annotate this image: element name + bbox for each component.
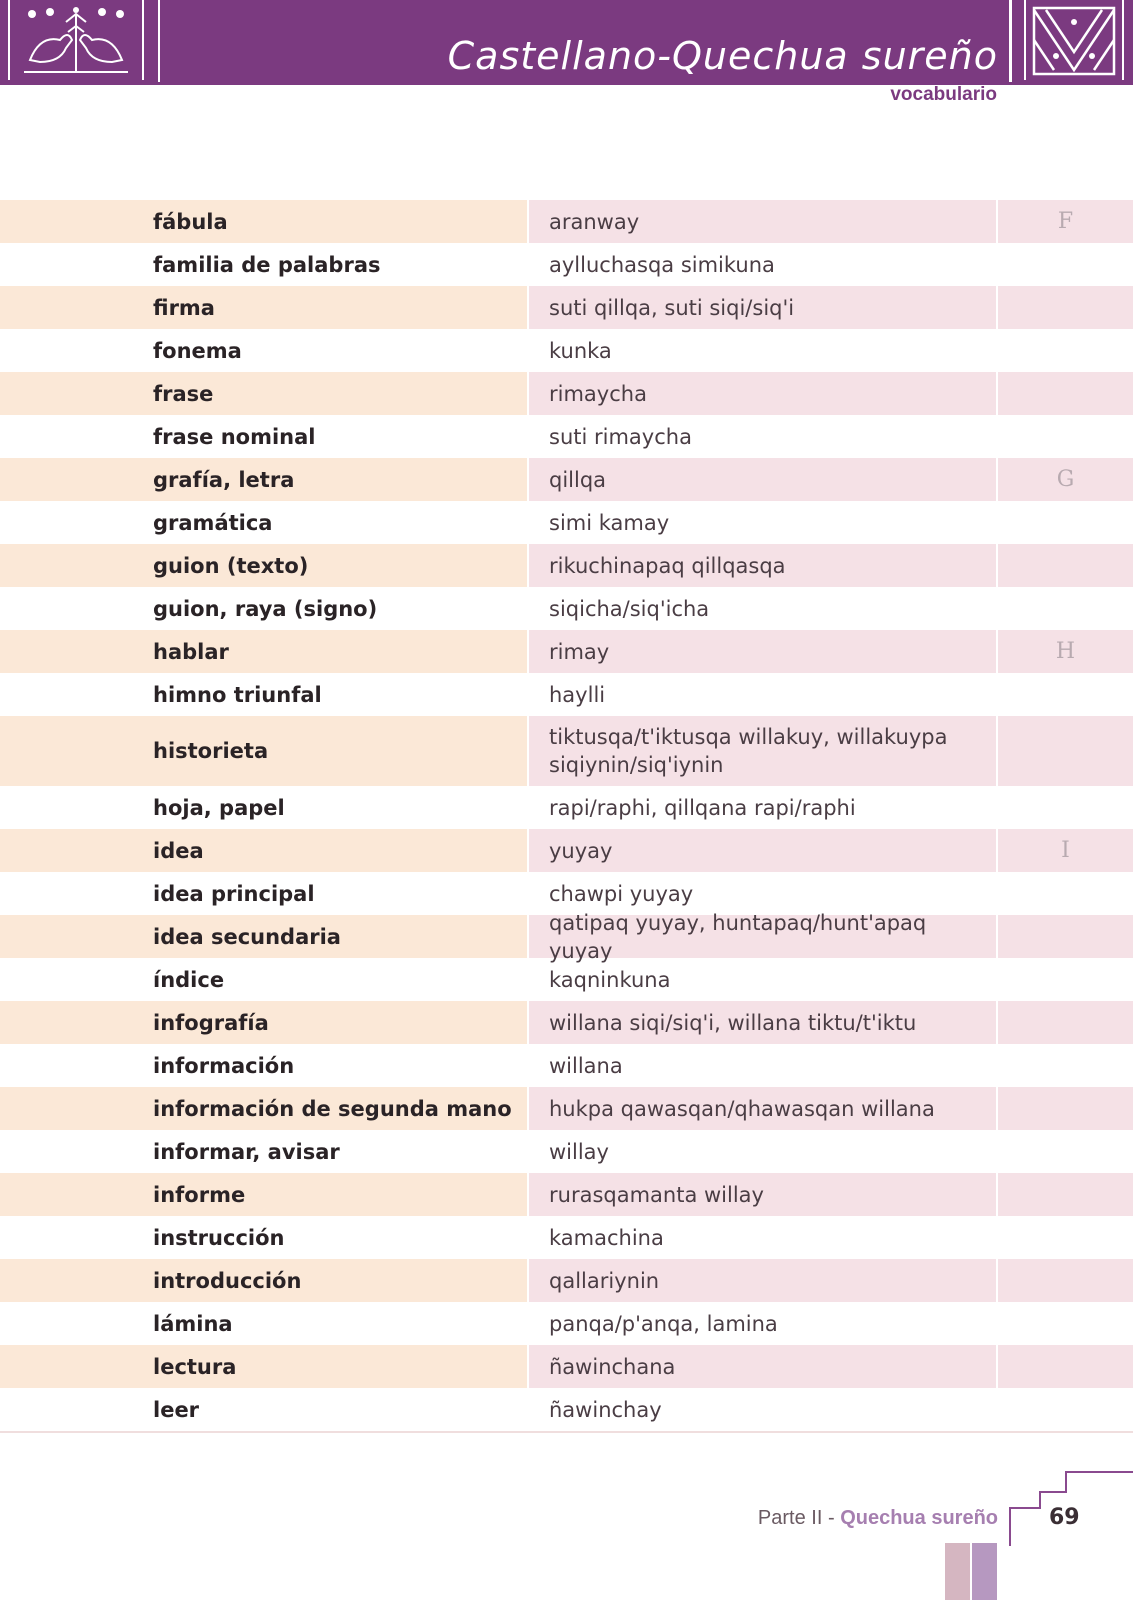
section-letter — [998, 915, 1133, 958]
birds-emblem-icon — [10, 0, 142, 80]
spanish-term: hablar — [133, 630, 527, 673]
section-letter — [998, 587, 1133, 630]
spanish-term: instrucción — [153, 1225, 285, 1250]
quechua-term: simi kamay — [549, 510, 670, 535]
footer-stripe-purple — [972, 1543, 997, 1600]
spanish-term: fábula — [133, 200, 527, 243]
spanish-term: leer — [153, 1397, 200, 1422]
quechua-term: aylluchasqa simikuna — [549, 252, 775, 277]
section-letter — [998, 1259, 1133, 1302]
spanish-term: informe — [133, 1173, 527, 1216]
section-letter — [998, 1173, 1133, 1216]
section-letter: F — [998, 200, 1133, 243]
quechua-term: qatipaq yuyay, huntapaq/hunt'apaq yuyay — [529, 915, 996, 958]
quechua-term: siqicha/siq'icha — [549, 596, 710, 621]
spanish-term: frase nominal — [153, 424, 316, 449]
table-row — [0, 958, 1133, 1001]
table-row — [0, 910, 1133, 963]
row-margin — [0, 329, 133, 372]
quechua-term: kaqninkuna — [549, 967, 671, 992]
row-margin — [0, 1087, 133, 1130]
spanish-term: guion (texto) — [133, 544, 527, 587]
section-letter — [998, 1044, 1133, 1087]
quechua-term: rimaycha — [529, 372, 996, 415]
footer-part-label — [758, 1507, 998, 1530]
spanish-term: idea secundaria — [133, 915, 527, 958]
quechua-term: willana — [549, 1053, 623, 1078]
table-row — [0, 587, 1133, 630]
row-margin — [0, 243, 133, 286]
row-margin — [0, 958, 133, 1001]
section-letter — [998, 1388, 1133, 1431]
section-letter — [998, 1216, 1133, 1259]
table-row — [0, 673, 1133, 716]
spanish-term: información de segunda mano — [133, 1087, 527, 1130]
row-margin — [0, 544, 133, 587]
table-row — [0, 544, 1133, 587]
table-row — [0, 1216, 1133, 1259]
spanish-term: fonema — [153, 338, 242, 363]
spanish-term: firma — [133, 286, 527, 329]
section-letter: G — [998, 458, 1133, 501]
table-row — [0, 458, 1133, 501]
row-margin — [0, 915, 133, 958]
quechua-term: qallariynin — [529, 1259, 996, 1302]
table-row — [0, 1388, 1133, 1431]
quechua-term: chawpi yuyay — [549, 881, 694, 906]
quechua-term: willana siqi/siq'i, willana tiktu/t'iktu — [529, 1001, 996, 1044]
logo-frame-right — [1024, 0, 1124, 80]
table-row — [0, 1087, 1133, 1130]
row-margin — [0, 458, 133, 501]
section-letter — [998, 372, 1133, 415]
geometric-pattern-icon — [1026, 0, 1122, 80]
header-logo-left — [0, 0, 158, 82]
header-logo-right — [1012, 0, 1133, 82]
quechua-term: ñawinchay — [549, 1397, 662, 1422]
spanish-term: introducción — [133, 1259, 527, 1302]
row-margin — [0, 1388, 133, 1431]
quechua-term: rurasqamanta willay — [529, 1173, 996, 1216]
table-row — [0, 829, 1133, 872]
section-letter — [998, 286, 1133, 329]
spanish-term: idea principal — [153, 881, 315, 906]
quechua-term: aranway — [529, 200, 996, 243]
quechua-term: rimay — [529, 630, 996, 673]
footer-part-name: Quechua sureño — [840, 1507, 998, 1529]
quechua-term: tiktusqa/t'iktusqa willakuy, willakuypa siqiynin/siq'iynin — [529, 716, 996, 786]
spanish-term: frase — [133, 372, 527, 415]
row-margin — [0, 1259, 133, 1302]
quechua-term: panqa/p'anqa, lamina — [549, 1311, 778, 1336]
section-letter — [998, 1345, 1133, 1388]
spanish-term: himno triunfal — [153, 682, 322, 707]
logo-frame — [8, 0, 144, 80]
table-row — [0, 243, 1133, 286]
quechua-term: willay — [549, 1139, 609, 1164]
table-row — [0, 716, 1133, 786]
quechua-term: kunka — [549, 338, 612, 363]
table-row — [0, 1345, 1133, 1388]
row-margin — [0, 829, 133, 872]
spanish-term: informar, avisar — [153, 1139, 340, 1164]
quechua-term: suti rimaycha — [549, 424, 692, 449]
section-letter — [998, 501, 1133, 544]
row-margin — [0, 501, 133, 544]
section-letter: H — [998, 630, 1133, 673]
section-letter — [998, 1302, 1133, 1345]
table-row — [0, 1001, 1133, 1044]
row-margin — [0, 716, 133, 786]
table-row — [0, 372, 1133, 415]
section-letter — [998, 1130, 1133, 1173]
section-letter — [998, 1087, 1133, 1130]
table-row — [0, 786, 1133, 829]
quechua-term: hukpa qawasqan/qhawasqan willana — [529, 1087, 996, 1130]
row-margin — [0, 286, 133, 329]
page-subtitle: vocabulario — [890, 84, 997, 105]
row-margin — [0, 630, 133, 673]
section-letter — [998, 329, 1133, 372]
spanish-term: lectura — [133, 1345, 527, 1388]
footer-part-prefix: Parte II - — [757, 1507, 835, 1529]
row-margin — [0, 1302, 133, 1345]
row-margin — [0, 1001, 133, 1044]
spanish-term: idea — [133, 829, 527, 872]
table-row — [0, 1259, 1133, 1302]
table-row — [0, 630, 1133, 673]
quechua-term: ñawinchana — [529, 1345, 996, 1388]
section-letter — [998, 1001, 1133, 1044]
spanish-term: índice — [153, 967, 225, 992]
section-letter — [998, 786, 1133, 829]
row-margin — [0, 415, 133, 458]
row-margin — [0, 786, 133, 829]
row-margin — [0, 372, 133, 415]
table-row — [0, 1130, 1133, 1173]
page-title: Castellano-Quechua sureño — [447, 34, 998, 78]
section-letter — [998, 415, 1133, 458]
quechua-term: qillqa — [529, 458, 996, 501]
row-margin — [0, 200, 133, 243]
section-letter — [998, 673, 1133, 716]
table-row — [0, 329, 1133, 372]
table-row — [0, 286, 1133, 329]
section-letter — [998, 872, 1133, 915]
row-margin — [0, 1173, 133, 1216]
row-margin — [0, 1130, 133, 1173]
quechua-term: kamachina — [549, 1225, 664, 1250]
quechua-term: rapi/raphi, qillqana rapi/raphi — [549, 795, 856, 820]
quechua-term: suti qillqa, suti siqi/siq'i — [529, 286, 996, 329]
quechua-term: haylli — [549, 682, 606, 707]
row-margin — [0, 673, 133, 716]
section-letter — [998, 958, 1133, 1001]
row-margin — [0, 1345, 133, 1388]
table-row — [0, 501, 1133, 544]
quechua-term: rikuchinapaq qillqasqa — [529, 544, 996, 587]
row-margin — [0, 872, 133, 915]
table-bottom-rule — [0, 1431, 1133, 1433]
page-number: 69 — [1049, 1505, 1080, 1530]
section-letter — [998, 243, 1133, 286]
spanish-term: información — [153, 1053, 295, 1078]
table-row — [0, 1173, 1133, 1216]
table-row — [0, 200, 1133, 243]
spanish-term: guion, raya (signo) — [153, 596, 378, 621]
spanish-term: lámina — [153, 1311, 233, 1336]
row-margin — [0, 587, 133, 630]
quechua-term: yuyay — [529, 829, 996, 872]
table-row — [0, 415, 1133, 458]
spanish-term: familia de palabras — [153, 252, 381, 277]
spanish-term: gramática — [153, 510, 273, 535]
row-margin — [0, 1216, 133, 1259]
footer-stripe-pink — [945, 1543, 970, 1600]
section-letter — [998, 716, 1133, 786]
spanish-term: grafía, letra — [133, 458, 527, 501]
section-letter: I — [998, 829, 1133, 872]
spanish-term: historieta — [133, 716, 527, 786]
table-row — [0, 1044, 1133, 1087]
section-letter — [998, 544, 1133, 587]
row-margin — [0, 1044, 133, 1087]
spanish-term: infografía — [133, 1001, 527, 1044]
spanish-term: hoja, papel — [153, 795, 285, 820]
vocabulary-table — [0, 200, 1133, 1431]
table-row — [0, 1302, 1133, 1345]
